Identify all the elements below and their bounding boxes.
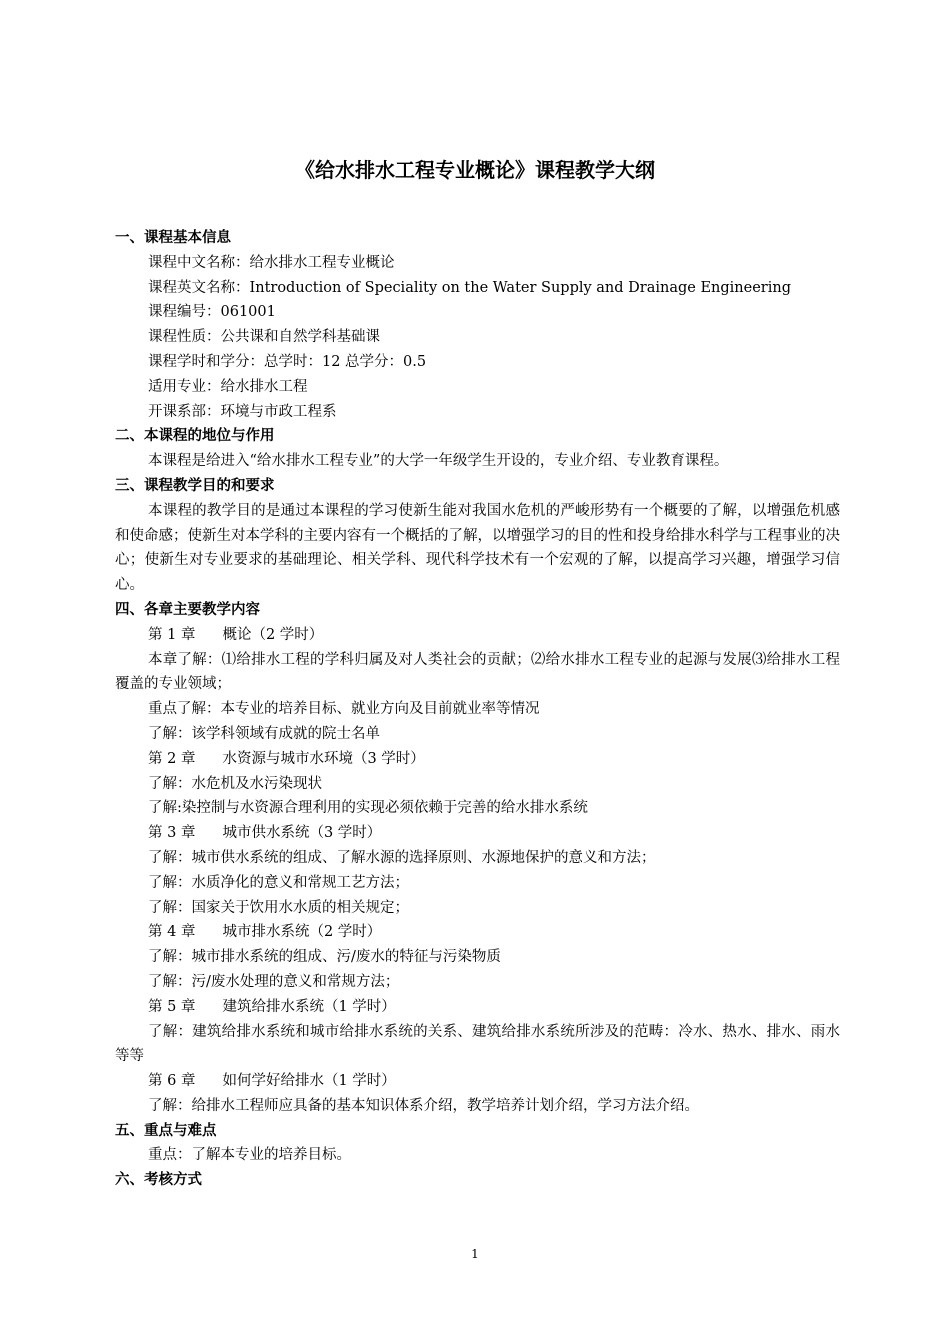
- section-heading-objectives: 三、课程教学目的和要求: [115, 477, 275, 494]
- chapter-name: 城市供水系统（3 学时）: [222, 825, 382, 842]
- chapter-4-line-2: 了解：污/废水处理的意义和常规方法；: [148, 973, 400, 990]
- info-line-course-code: 课程编号：061001: [148, 304, 276, 321]
- section-heading-content: 四、各章主要教学内容: [115, 601, 260, 618]
- section-heading-role: 二、本课程的地位与作用: [115, 428, 275, 445]
- section-heading-basic-info: 一、课程基本信息: [115, 230, 231, 246]
- info-line-major: 适用专业：给水排水工程: [148, 378, 308, 395]
- info-line-english-name: 课程英文名称：Introduction of Speciality on the Water Supply and Drainage Engineering: [148, 279, 791, 296]
- chapter-number: 第 5 章: [148, 998, 196, 1015]
- chapter-1-paragraph: 本章了解：⑴给排水工程的学科归属及对人类社会的贡献；⑵给水排水工程专业的起源与发展⑶给排水工程覆盖的专业领域；: [115, 651, 840, 693]
- chapter-1-heading: [115, 623, 840, 648]
- chapter-6-line-1: 了解：给排水工程师应具备的基本知识体系介绍，教学培养计划介绍，学习方法介绍。: [148, 1097, 699, 1114]
- document-title: 《给水排水工程专业概论》课程教学大纲: [295, 158, 655, 182]
- chapter-6-heading: [115, 1069, 840, 1094]
- chapter-name: 建筑给排水系统（1 学时）: [222, 998, 396, 1015]
- document-body: [115, 226, 840, 1193]
- info-line-hours-credits: 课程学时和学分：总学时：12 总学分：0.5: [148, 353, 427, 370]
- chapter-3-line-1: 了解：城市供水系统的组成、了解水源的选择原则、水源地保护的意义和方法；: [148, 849, 656, 866]
- info-line-course-nature: 课程性质：公共课和自然学科基础课: [148, 329, 380, 346]
- chapter-name: 概论（2 学时）: [222, 626, 324, 643]
- section-text-role: 本课程是给进入“给水排水工程专业”的大学一年级学生开设的，专业介绍、专业教育课程。: [148, 453, 729, 470]
- chapter-name: 水资源与城市水环境（3 学时）: [222, 750, 425, 767]
- chapter-number: 第 3 章: [148, 825, 196, 842]
- chapter-1-line-2: 重点了解：本专业的培养目标、就业方向及目前就业率等情况: [148, 701, 540, 718]
- chapter-name: 城市排水系统（2 学时）: [222, 924, 382, 941]
- chapter-3-line-3: 了解：国家关于饮用水水质的相关规定；: [148, 899, 409, 916]
- chapter-5-heading: [115, 995, 840, 1020]
- chapter-number: 第 6 章: [148, 1073, 196, 1090]
- section-text-key-points: 重点：了解本专业的培养目标。: [148, 1147, 351, 1164]
- chapter-5-paragraph: 了解：建筑给排水系统和城市给排水系统的关系、建筑给排水系统所涉及的范畴：冷水、热水、排水、雨水等等: [115, 1023, 840, 1065]
- section-heading-assessment: 六、考核方式: [115, 1172, 202, 1189]
- chapter-number: 第 1 章: [148, 626, 196, 643]
- chapter-4-line-1: 了解：城市排水系统的组成、污/废水的特征与污染物质: [148, 949, 501, 966]
- chapter-3-line-2: 了解：水质净化的意义和常规工艺方法；: [148, 874, 409, 891]
- chapter-name: 如何学好给排水（1 学时）: [222, 1073, 396, 1090]
- chapter-4-heading: [115, 920, 840, 945]
- info-line-department: 开课系部：环境与市政工程系: [148, 403, 337, 420]
- chapter-3-heading: [115, 821, 840, 846]
- chapter-number: 第 4 章: [148, 924, 196, 941]
- chapter-number: 第 2 章: [148, 750, 196, 767]
- chapter-2-line-1: 了解：水危机及水污染现状: [148, 775, 322, 792]
- chapter-2-line-2: 了解:染控制与水资源合理利用的实现必须依赖于完善的给水排水系统: [148, 800, 588, 817]
- chapter-2-heading: [115, 747, 840, 772]
- section-text-objectives: 本课程的教学目的是通过本课程的学习使新生能对我国水危机的严峻形势有一个概要的了解，以增强危机感和使命感；使新生对本学科的主要内容有一个概括的了解，以增强学习的目的性和投身给排水科学与工程事业的决心；使新生对专业要求的基础理论、相关学科、现代科学技术有一个宏观的了解，以提高学习兴趣，增强学习信心。: [115, 502, 840, 594]
- info-line-chinese-name: 课程中文名称：给水排水工程专业概论: [148, 254, 395, 271]
- page-number: 1: [471, 1247, 479, 1261]
- section-heading-key-points: 五、重点与难点: [115, 1122, 217, 1139]
- chapter-1-line-3: 了解：该学科领域有成就的院士名单: [148, 725, 380, 742]
